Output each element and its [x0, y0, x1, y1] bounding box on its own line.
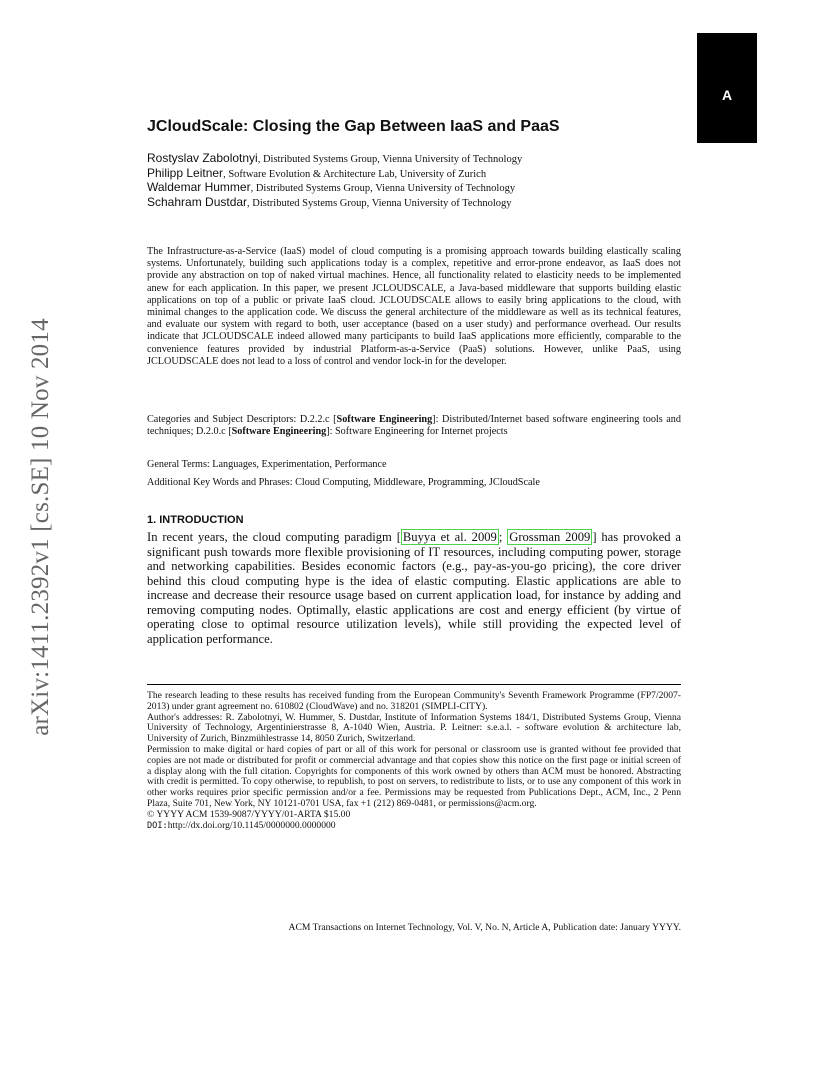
author-name: Waldemar Hummer	[147, 180, 251, 194]
paper-title: JCloudScale: Closing the Gap Between IaaS and PaaS	[147, 118, 560, 135]
author-list	[147, 151, 687, 209]
funding-note: The research leading to these results has received funding from the European Community's Seventh Framework Programme (FP7/2007-2013) under grant agreement no. 610802 (CloudWave) and no. 318201 (SIMPLI-CITY).	[147, 690, 681, 712]
doi-line	[147, 821, 681, 832]
categories-suffix: ]: Software Engineering for Internet projects	[326, 426, 508, 438]
keywords: Additional Key Words and Phrases: Cloud Computing, Middleware, Programming, JCloudScale	[147, 477, 540, 488]
section-heading: 1. INTRODUCTION	[147, 514, 244, 526]
footnotes	[147, 691, 681, 831]
author-affiliation: , Software Evolution & Architecture Lab, University of Zurich	[223, 168, 487, 180]
intro-paragraph	[147, 530, 681, 646]
article-letter-tab	[697, 33, 757, 143]
categories-bold-1: Software Engineering	[336, 414, 433, 425]
citation-link[interactable]: Grossman 2009	[509, 530, 591, 544]
categories-prefix: Categories and Subject Descriptors: D.2.2.c [	[147, 414, 337, 425]
author-name: Schahram Dustdar	[147, 194, 248, 209]
intro-separator: ;	[498, 530, 508, 544]
author-name: Rostyslav Zabolotnyi	[147, 151, 258, 165]
doi-value[interactable]: http://dx.doi.org/10.1145/0000000.0000000	[167, 819, 336, 831]
general-terms: General Terms: Languages, Experimentation, Performance	[147, 459, 387, 470]
author-affiliation: , Distributed Systems Group, Vienna University of Technology	[247, 197, 512, 209]
categories-descriptors	[147, 414, 681, 438]
categories-bold-2: Software Engineering	[231, 426, 327, 438]
author-entry	[147, 166, 687, 181]
citation-link[interactable]: Buyya et al. 2009	[402, 530, 497, 544]
categories-mid: ]: Distributed/Internet based software engineering tools and techniques; D.2.0.c [	[147, 414, 681, 438]
author-entry	[147, 151, 687, 166]
page-footer: ACM Transactions on Internet Technology, Vol. V, No. N, Article A, Publication date: January YYYY.	[288, 922, 681, 933]
copyright-line: © YYYY ACM 1539-9087/YYYY/01-ARTA $15.00	[147, 808, 351, 820]
intro-after: ] has provoked a significant push towards more flexible provisioning of IT resources, including computing power, storage and networking capabilities. Besides economic factors (e.g., pay-as-you-go pricing), the core driver behind this cloud computing hype is the idea of elastic computing. Elastic applications are able to increase and decrease their resource usage based on current application load, for instance by adding and removing computing nodes. Optimally, elastic applications are cost and energy efficient (by virtue of operating close to optimal resource utilization levels), while still providing the expected level of application performance.	[147, 530, 682, 646]
author-affiliation: , Distributed Systems Group, Vienna University of Technology	[257, 154, 523, 165]
author-entry	[147, 195, 687, 210]
author-name: Philipp Leitner	[147, 165, 224, 180]
author-affiliation: , Distributed Systems Group, Vienna University of Technology	[250, 183, 516, 194]
author-entry	[147, 180, 687, 195]
author-addresses: Author's addresses: R. Zabolotnyi, W. Hummer, S. Dustdar, Institute of Information Systems 184/1, Distributed Systems Group, Vienna University of Technology, Argentinierstrasse 8, A-1040 Wien, Austria. P. Leitner: s.e.a.l. - software evolution & architecture lab, University of Zurich, Binzmühlestrasse 14, 8050 Zurich, Switzerland.	[147, 711, 681, 745]
article-letter: A	[721, 87, 733, 103]
intro-before: In recent years, the cloud computing paradigm [	[147, 530, 401, 544]
abstract: The Infrastructure-as-a-Service (IaaS) model of cloud computing is a promising approach towards building elastically scaling systems. Unfortunately, building such applications today is a complex, repetitive and error-prone endeavor, as IaaS does not provide any abstraction on top of naked virtual machines. Hence, all functionality related to elasticity needs to be implemented anew for each application. In this paper, we present JCLOUDSCALE, a Java-based middleware that supports building elastic applications on top of a public or private IaaS cloud. JCLOUDSCALE allows to easily bring applications to the cloud, with minimal changes to the application code. We discuss the general architecture of the middleware as well as its technical features, and evaluate our system with regard to both, user acceptance (based on a user study) and performance overhead. Our results indicate that JCLOUDSCALE indeed allowed many participants to build IaaS applications more efficiently, comparable to the convenience features provided by industrial Platform-as-a-Service (PaaS) solutions. However, unlike PaaS, using JCLOUDSCALE does not lead to a loss of control and vendor lock-in for the developer.	[147, 246, 681, 367]
permission-notice: Permission to make digital or hard copies of part or all of this work for personal or classroom use is granted without fee provided that copies are not made or distributed for profit or commercial advantage and that copies show this notice on the first page or initial screen of a display along with the full citation. Copyrights for components of this work owned by others than ACM must be honored. Abstracting with credit is permitted. To copy otherwise, to republish, to post on servers, to redistribute to lists, or to use any component of this work in other works requires prior specific permission and/or a fee. Permissions may be requested from Publications Dept., ACM, Inc., 2 Penn Plaza, Suite 701, New York, NY 10121-0701 USA, fax +1 (212) 869-0481, or permissions@acm.org.	[147, 743, 681, 809]
doi-label: DOI:	[147, 820, 168, 831]
arxiv-side-label: arXiv:1411.2392v1 [cs.SE] 10 Nov 2014	[27, 318, 54, 736]
footnote-divider	[147, 684, 681, 685]
